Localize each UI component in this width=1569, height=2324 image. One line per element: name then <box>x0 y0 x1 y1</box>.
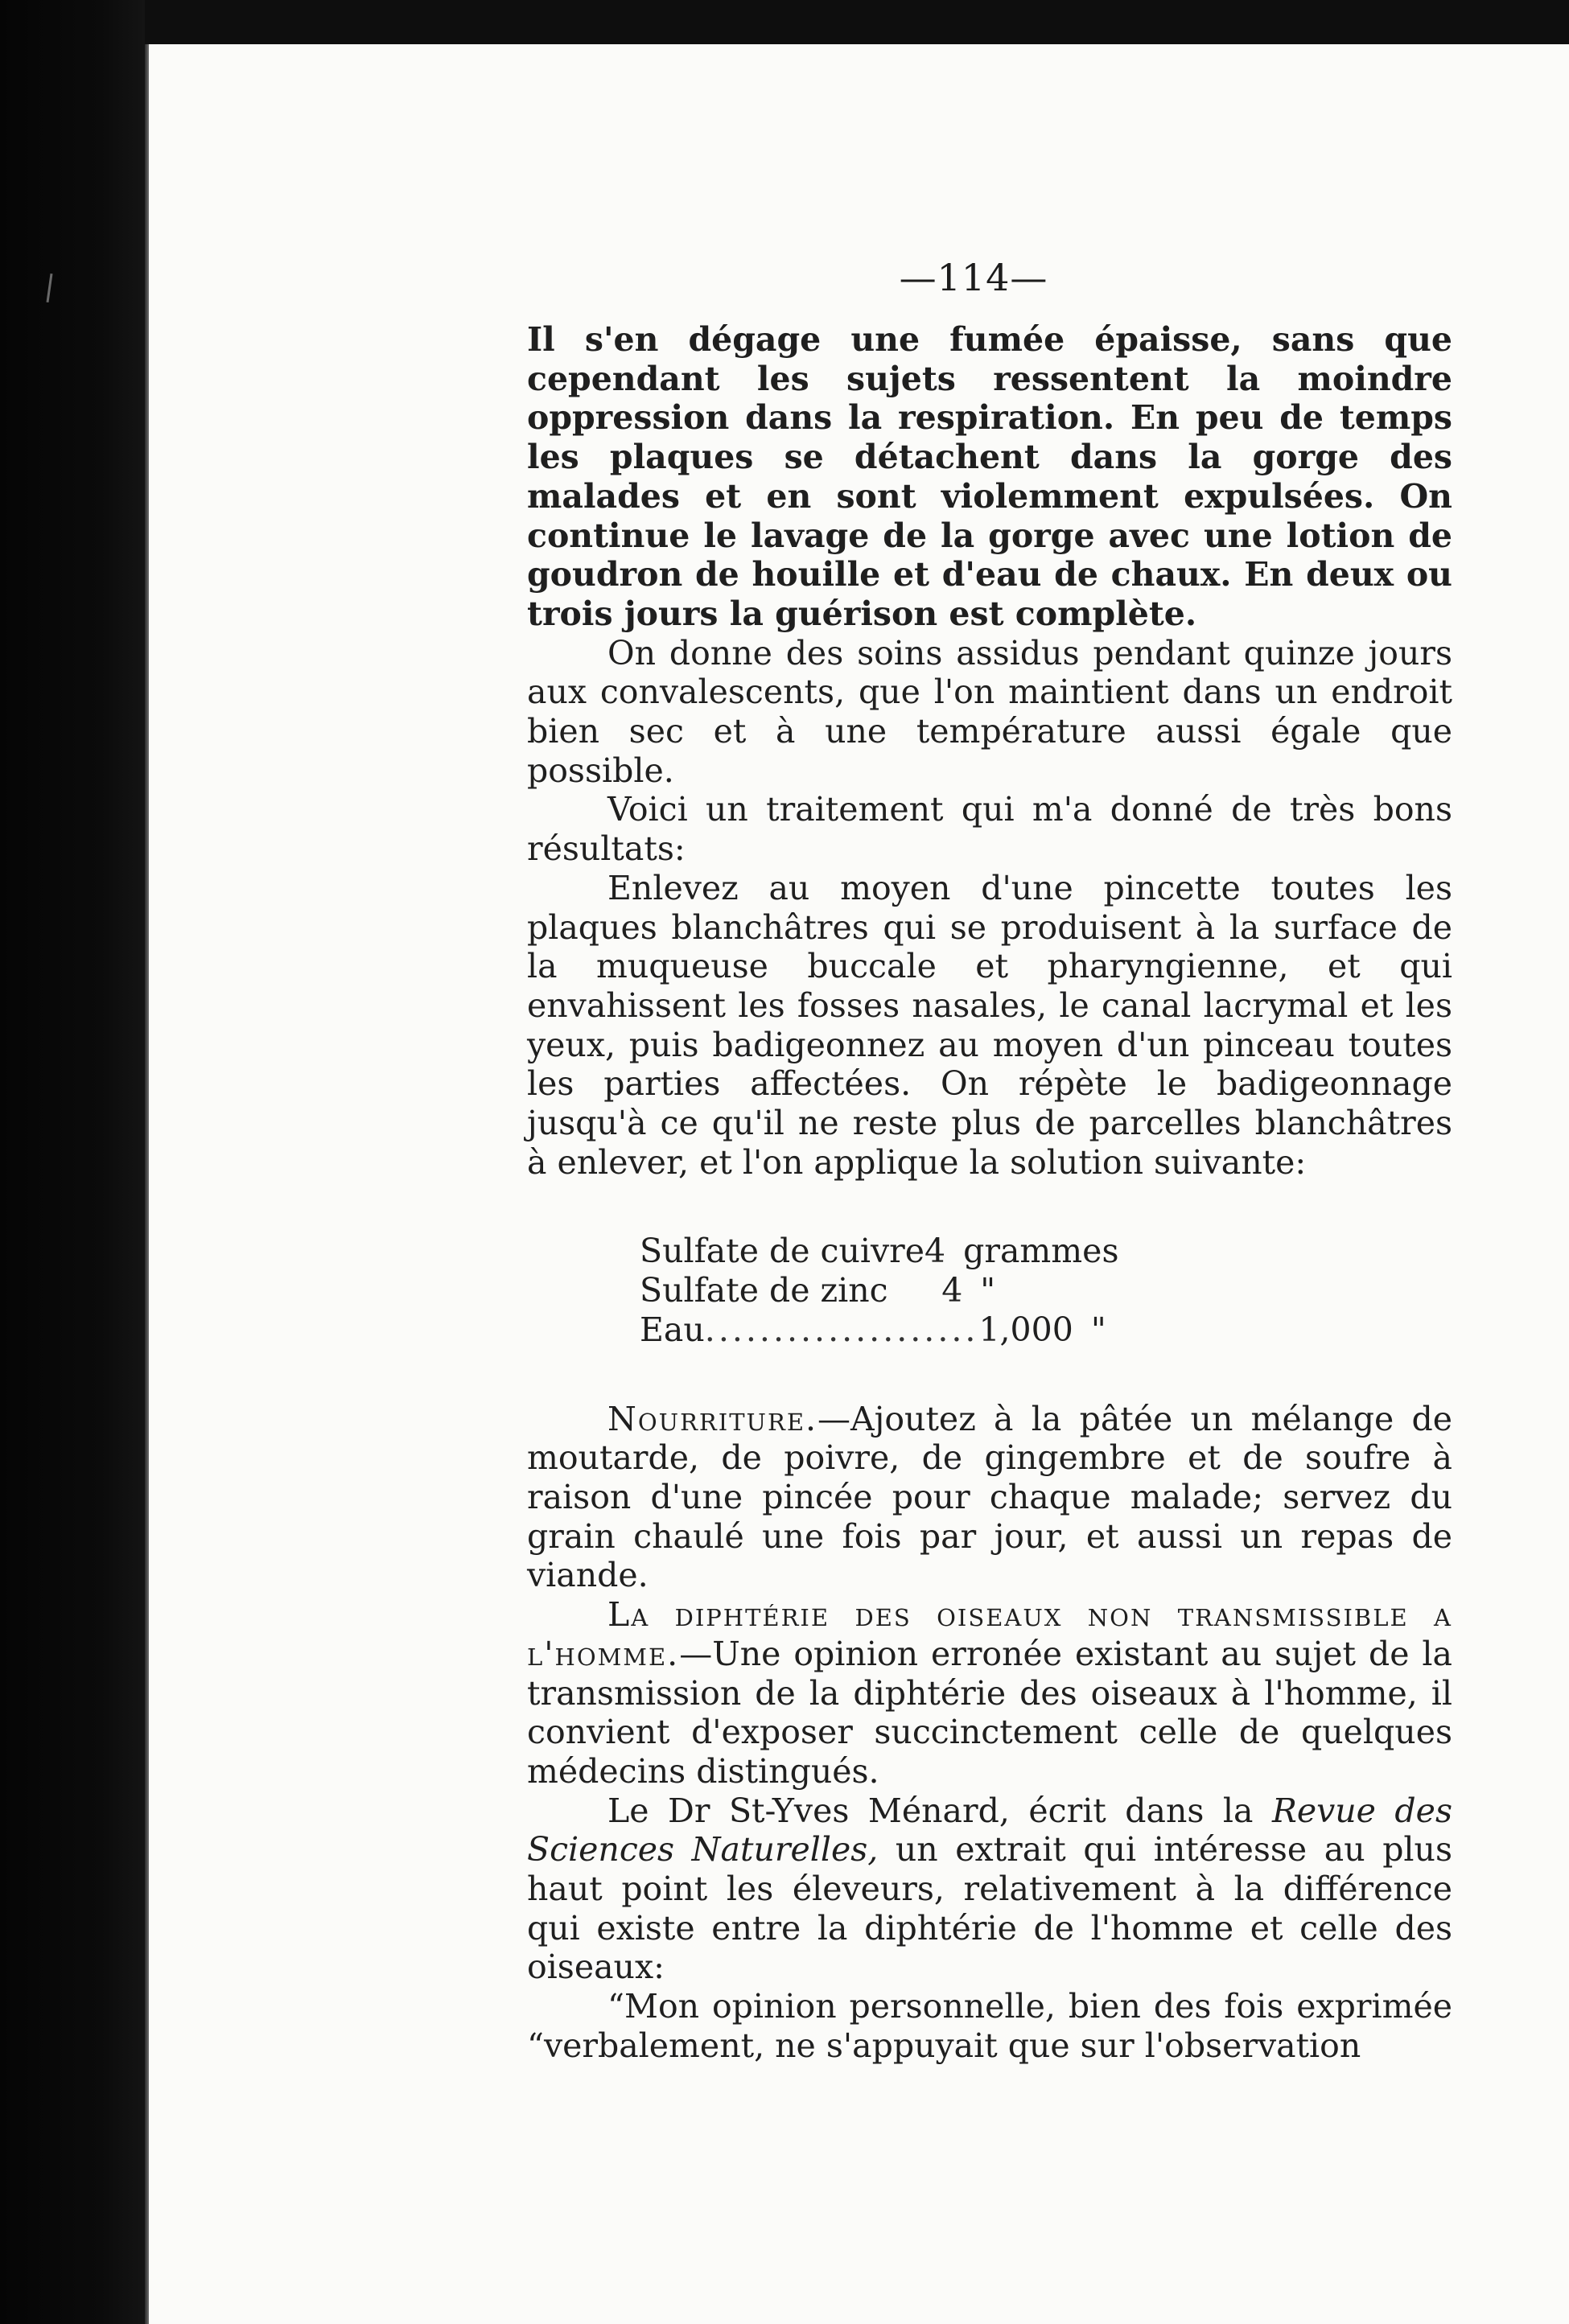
section-heading-nourriture: Nourriture. <box>607 1399 818 1438</box>
paragraph-menard <box>527 1791 1452 1988</box>
paragraph-enlevez: Enlevez au moyen d'une pincette toutes les plaques blanchâtres qui se produisent à la surface de la muqueuse buccale et pharyngienne, et qui envahissent les fosses nasales, le canal lacrymal et les yeux, puis badigeonnez au moyen d'un pinceau toutes les parties affectées. On répète le badigeonnage jusqu'à ce qu'il ne reste plus de parcelles blanchâtres à enlever, et l'on applique la solution suivante: <box>527 868 1452 1182</box>
recipe-ingredient: Sulfate de zinc <box>640 1271 888 1310</box>
page-body <box>527 320 1452 2066</box>
section-heading-diphterie: La diphtérie des oiseaux non transmissible a l'homme. <box>527 1595 1452 1673</box>
paragraph-quote: “Mon opinion personnelle, bien des fois exprimée “verbalement, ne s'appuyait que sur l'observation <box>527 1987 1452 2065</box>
paragraph-traitement: Voici un traitement qui m'a donné de très bons résultats: <box>527 790 1452 869</box>
paragraph-fumee: Il s'en dégage une fumée épaisse, sans que cependant les sujets ressentent la moindre oppression dans la respiration. En peu de temps les plaques se détachent dans la gorge des malades et en sont violemment expulsées. On continue le lavage de la gorge avec une lotion de goudron de houille et d'eau de chaux. En deux ou trois jours la guérison est complète. <box>527 320 1452 633</box>
paragraph-diphterie <box>527 1595 1452 1791</box>
recipe-ingredient: Eau <box>640 1310 705 1349</box>
paragraph-nourriture <box>527 1400 1452 1596</box>
recipe-unit: " <box>1090 1310 1106 1349</box>
scan-left-margin <box>0 0 145 2324</box>
diphterie-text: —Une opinion erronée existant au sujet de la transmission de la diphtérie des oiseaux à l'homme, il convient d'exposer succinctement celle de quelques médecins distingués. <box>527 1634 1452 1791</box>
recipe-quantity: 4 <box>925 1232 946 1271</box>
menard-text-before: Le Dr St-Yves Ménard, écrit dans la <box>607 1791 1272 1830</box>
page-number: —114— <box>899 256 1048 299</box>
menard-text-after: un extrait qui intéresse au plus haut point les éleveurs, relativement à la différence qui existe entre la diphtérie de l'homme et celle des oiseaux: <box>527 1830 1452 1987</box>
recipe-row <box>640 1271 1074 1310</box>
recipe-unit: " <box>980 1271 996 1310</box>
nourriture-text: —Ajoutez à la pâtée un mélange de moutarde, de poivre, de gingembre et de soufre à raison d'une pincée pour chaque malade; servez du grain chaulé une fois par jour, et aussi un repas de viande. <box>527 1399 1452 1595</box>
recipe-ingredient: Sulfate de cuivre <box>640 1232 925 1271</box>
journal-title: Revue des Sciences Naturelles, <box>527 1791 1452 1869</box>
recipe-quantity: 1,000 <box>978 1310 1073 1349</box>
recipe-row <box>640 1232 1119 1271</box>
recipe-quantity: 4 <box>941 1271 963 1310</box>
recipe-unit: grammes <box>963 1232 1119 1271</box>
recipe-row <box>640 1310 1106 1350</box>
paragraph-convalescents: On donne des soins assidus pendant quinze jours aux convalescents, que l'on maintient dans un endroit bien sec et à une température aussi égale que possible. <box>527 633 1452 790</box>
recipe-leader-dots: .................... <box>704 1310 979 1349</box>
recipe-table <box>640 1232 1119 1349</box>
